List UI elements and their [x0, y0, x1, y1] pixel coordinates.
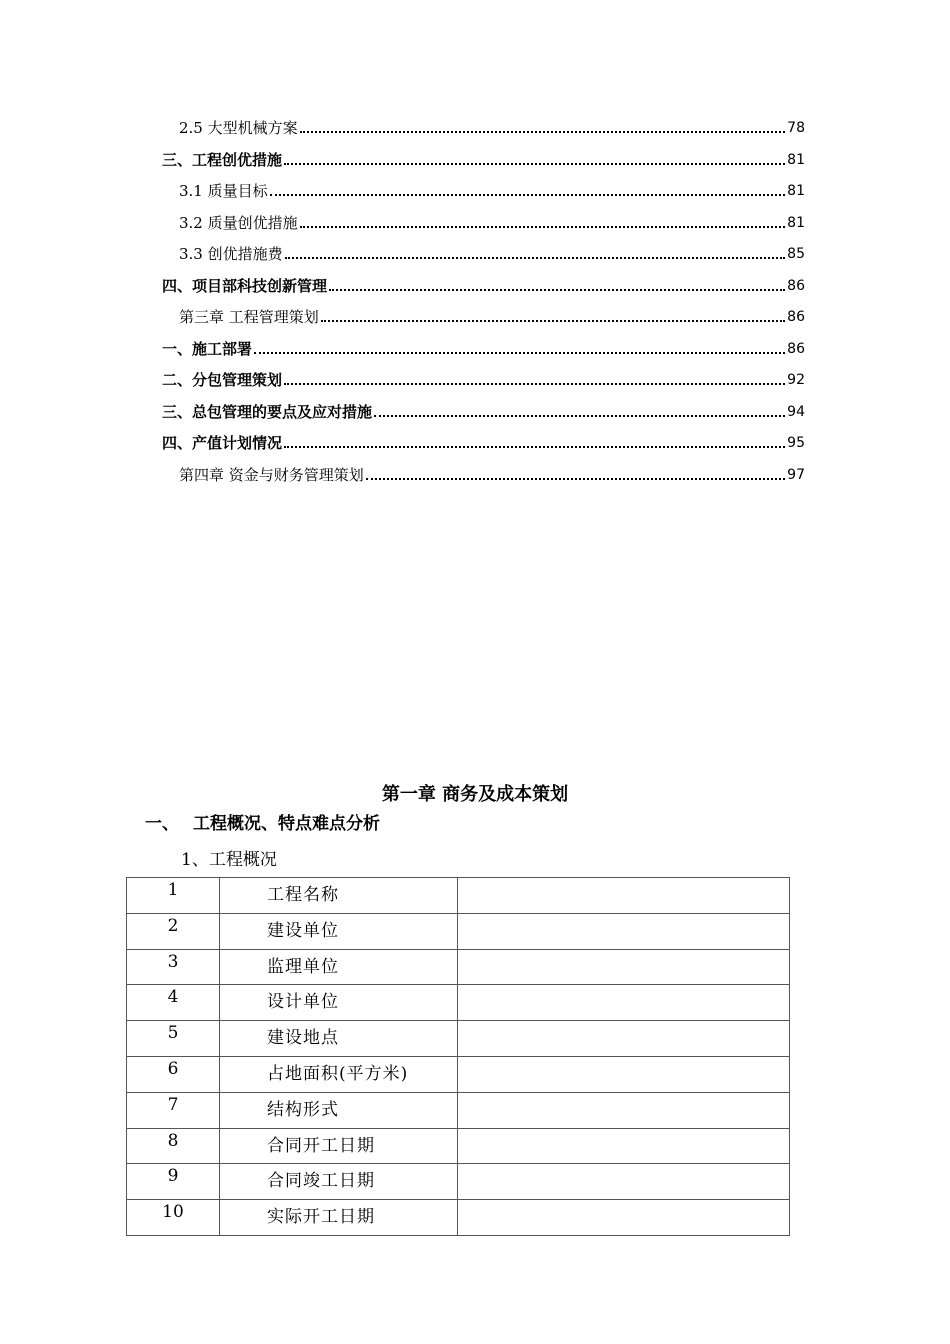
- field-value-cell[interactable]: [458, 1021, 790, 1057]
- table-row: [127, 1200, 790, 1236]
- toc-page-number: 86: [787, 309, 805, 325]
- toc-leader-dots: [254, 352, 785, 354]
- field-label: 合同开工日期: [220, 1128, 458, 1164]
- table-row: [127, 913, 790, 949]
- toc-entry-text: 四、项目部科技创新管理: [162, 277, 328, 295]
- row-index: 10: [127, 1200, 220, 1236]
- toc-leader-dots: [300, 226, 786, 228]
- row-index: 9: [127, 1164, 220, 1200]
- toc-leader-dots: [284, 383, 785, 385]
- field-value-cell[interactable]: [458, 985, 790, 1021]
- field-value-cell[interactable]: [458, 1200, 790, 1236]
- field-label: 工程名称: [220, 878, 458, 914]
- toc-leader-dots: [374, 415, 785, 417]
- toc-page-number: 81: [787, 183, 805, 199]
- project-overview-table: [126, 877, 790, 1236]
- toc-entry-text: 三、总包管理的要点及应对措施: [162, 403, 373, 421]
- toc-entry[interactable]: [162, 430, 805, 452]
- toc-page-number: 85: [787, 246, 805, 262]
- field-label: 占地面积(平方米): [220, 1056, 458, 1092]
- table-row: [127, 985, 790, 1021]
- toc-leader-dots: [285, 257, 786, 259]
- row-index: 6: [127, 1056, 220, 1092]
- row-index: 5: [127, 1021, 220, 1057]
- field-label: 建设地点: [220, 1021, 458, 1057]
- toc-entry[interactable]: [162, 399, 805, 421]
- row-index: 2: [127, 913, 220, 949]
- toc-entry-text: 一、施工部署: [162, 340, 253, 358]
- chapter-title: 第一章 商务及成本策划: [381, 784, 569, 805]
- toc-page-number: 86: [787, 278, 805, 294]
- table-row: [127, 1021, 790, 1057]
- toc-leader-dots: [284, 446, 785, 448]
- toc-entry[interactable]: [179, 304, 805, 326]
- field-label: 设计单位: [220, 985, 458, 1021]
- row-index: 7: [127, 1092, 220, 1128]
- toc-entry-text: 3.1 质量目标: [179, 182, 268, 200]
- toc-entry[interactable]: [162, 367, 805, 389]
- field-label: 建设单位: [220, 913, 458, 949]
- toc-entry[interactable]: [162, 147, 805, 169]
- subsection-heading: 1、工程概况: [181, 850, 277, 870]
- toc-entry[interactable]: [179, 462, 805, 484]
- section-title-text: 工程概况、特点难点分析: [193, 814, 380, 834]
- row-index: 1: [127, 878, 220, 914]
- table-row: [127, 878, 790, 914]
- toc-page-number: 81: [787, 152, 805, 168]
- row-index: 4: [127, 985, 220, 1021]
- toc-entry[interactable]: [162, 273, 805, 295]
- table-row: [127, 1056, 790, 1092]
- field-label: 监理单位: [220, 949, 458, 985]
- toc-leader-dots: [366, 478, 785, 480]
- table-row: [127, 1164, 790, 1200]
- toc-page-number: 78: [787, 120, 805, 136]
- table-row: [127, 1128, 790, 1164]
- field-value-cell[interactable]: [458, 949, 790, 985]
- toc-page-number: 97: [787, 467, 805, 483]
- section-heading: [145, 809, 380, 834]
- toc-entry-text: 2.5 大型机械方案: [179, 119, 298, 137]
- field-label: 合同竣工日期: [220, 1164, 458, 1200]
- toc-entry-text: 二、分包管理策划: [162, 371, 283, 389]
- field-value-cell[interactable]: [458, 878, 790, 914]
- field-value-cell[interactable]: [458, 1128, 790, 1164]
- table-row: [127, 1092, 790, 1128]
- toc-leader-dots: [270, 194, 786, 196]
- toc-entry[interactable]: [179, 178, 805, 200]
- row-index: 3: [127, 949, 220, 985]
- toc-leader-dots: [300, 131, 786, 133]
- field-value-cell[interactable]: [458, 1056, 790, 1092]
- toc-entry-text: 第三章 工程管理策划: [179, 308, 319, 326]
- toc-entry-text: 三、工程创优措施: [162, 151, 283, 169]
- field-value-cell[interactable]: [458, 1092, 790, 1128]
- toc-page-number: 94: [787, 404, 805, 420]
- toc-page-number: 95: [787, 435, 805, 451]
- field-label: 实际开工日期: [220, 1200, 458, 1236]
- toc-entry[interactable]: [162, 336, 805, 358]
- toc-leader-dots: [284, 163, 785, 165]
- table-row: [127, 949, 790, 985]
- toc-leader-dots: [321, 320, 785, 322]
- field-value-cell[interactable]: [458, 1164, 790, 1200]
- toc-entry[interactable]: [179, 241, 805, 263]
- toc-entry-text: 3.3 创优措施费: [179, 245, 283, 263]
- toc-page-number: 92: [787, 372, 805, 388]
- toc-entry[interactable]: [179, 115, 805, 137]
- field-label: 结构形式: [220, 1092, 458, 1128]
- toc-entry-text: 3.2 质量创优措施: [179, 214, 298, 232]
- section-number: 一、: [145, 814, 179, 834]
- toc-page-number: 81: [787, 215, 805, 231]
- field-value-cell[interactable]: [458, 913, 790, 949]
- toc-entry-text: 第四章 资金与财务管理策划: [179, 466, 364, 484]
- row-index: 8: [127, 1128, 220, 1164]
- toc-page-number: 86: [787, 341, 805, 357]
- toc-entry[interactable]: [179, 210, 805, 232]
- toc-leader-dots: [329, 289, 785, 291]
- toc-entry-text: 四、产值计划情况: [162, 434, 283, 452]
